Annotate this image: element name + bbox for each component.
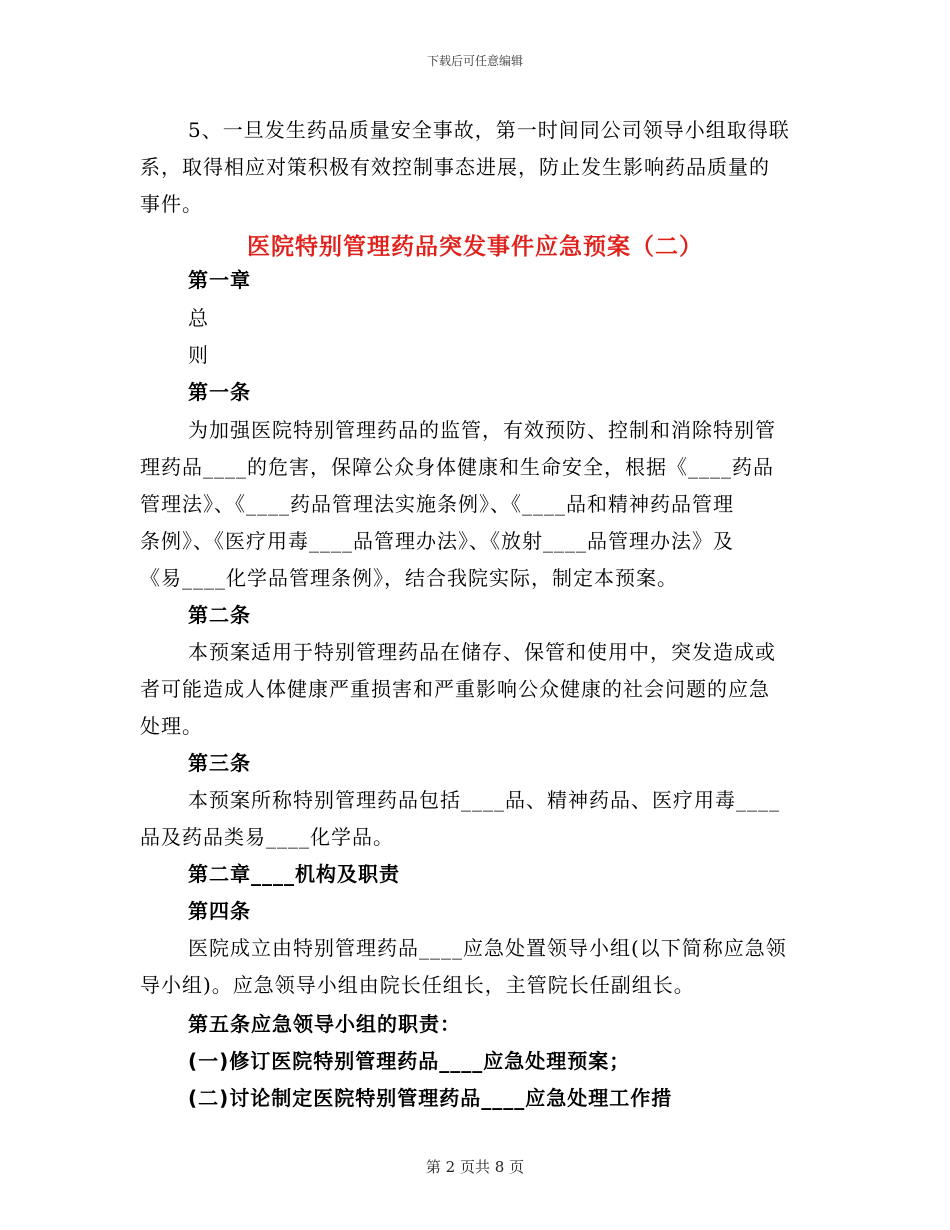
article2-line-2: 者可能造成人体健康严重损害和严重影响公众健康的社会问题的应急 xyxy=(140,677,770,701)
intro-line-3: 事件。 xyxy=(140,192,203,216)
page-footer: 第 2 页共 8 页 xyxy=(425,1158,525,1176)
article2-line-3: 处理。 xyxy=(140,714,203,738)
article1-heading: 第一条 xyxy=(188,380,251,404)
article1-line-3: 管理法》、《____药品管理法实施条例》、《____品和精神药品管理 xyxy=(140,492,734,516)
article1-line-4: 条例》、《医疗用毒____品管理办法》、《放射____品管理办法》及 xyxy=(140,529,734,553)
article4-heading: 第四条 xyxy=(188,899,251,923)
article1-line-2: 理药品____的危害，保障公众身体健康和生命安全，根据《____药品 xyxy=(140,455,774,479)
article5-item-2: (二)讨论制定医院特别管理药品____应急处理工作措 xyxy=(188,1086,673,1110)
chapter1-heading: 第一章 xyxy=(188,268,251,292)
article1-line-5: 《易____化学品管理条例》，结合我院实际，制定本预案。 xyxy=(140,566,678,590)
article3-line-1: 本预案所称特别管理药品包括____品、精神药品、医疗用毒____ xyxy=(188,788,780,812)
article5-heading: 第五条应急领导小组的职责： xyxy=(188,1012,461,1036)
article4-line-2: 导小组)。应急领导小组由院长任组长，主管院长任副组长。 xyxy=(140,973,695,997)
intro-line-1: 5、一旦发生药品质量安全事故，第一时间同公司领导小组取得联 xyxy=(188,118,790,142)
article1-line-1: 为加强医院特别管理药品的监管，有效预防、控制和消除特别管 xyxy=(188,418,776,442)
chapter2-heading: 第二章____机构及职责 xyxy=(188,862,400,886)
article5-item-1: (一)修订医院特别管理药品____应急处理预案； xyxy=(188,1049,631,1073)
article4-line-1: 医院成立由特别管理药品____应急处置领导小组(以下简称应急领 xyxy=(188,936,787,960)
page-header: 下载后可任意编辑 xyxy=(426,54,523,68)
article2-line-1: 本预案适用于特别管理药品在储存、保管和使用中，突发造成或 xyxy=(188,640,776,664)
document-title: 医院特别管理药品突发事件应急预案（二） xyxy=(247,234,703,260)
article2-heading: 第二条 xyxy=(188,603,251,627)
article3-heading: 第三条 xyxy=(188,751,251,775)
intro-line-2: 系，取得相应对策积极有效控制事态进展，防止发生影响药品质量的 xyxy=(140,155,770,179)
article3-line-2: 品及药品类易____化学品。 xyxy=(140,825,394,849)
chapter1-name-2: 则 xyxy=(188,343,209,367)
chapter1-name-1: 总 xyxy=(188,306,209,330)
